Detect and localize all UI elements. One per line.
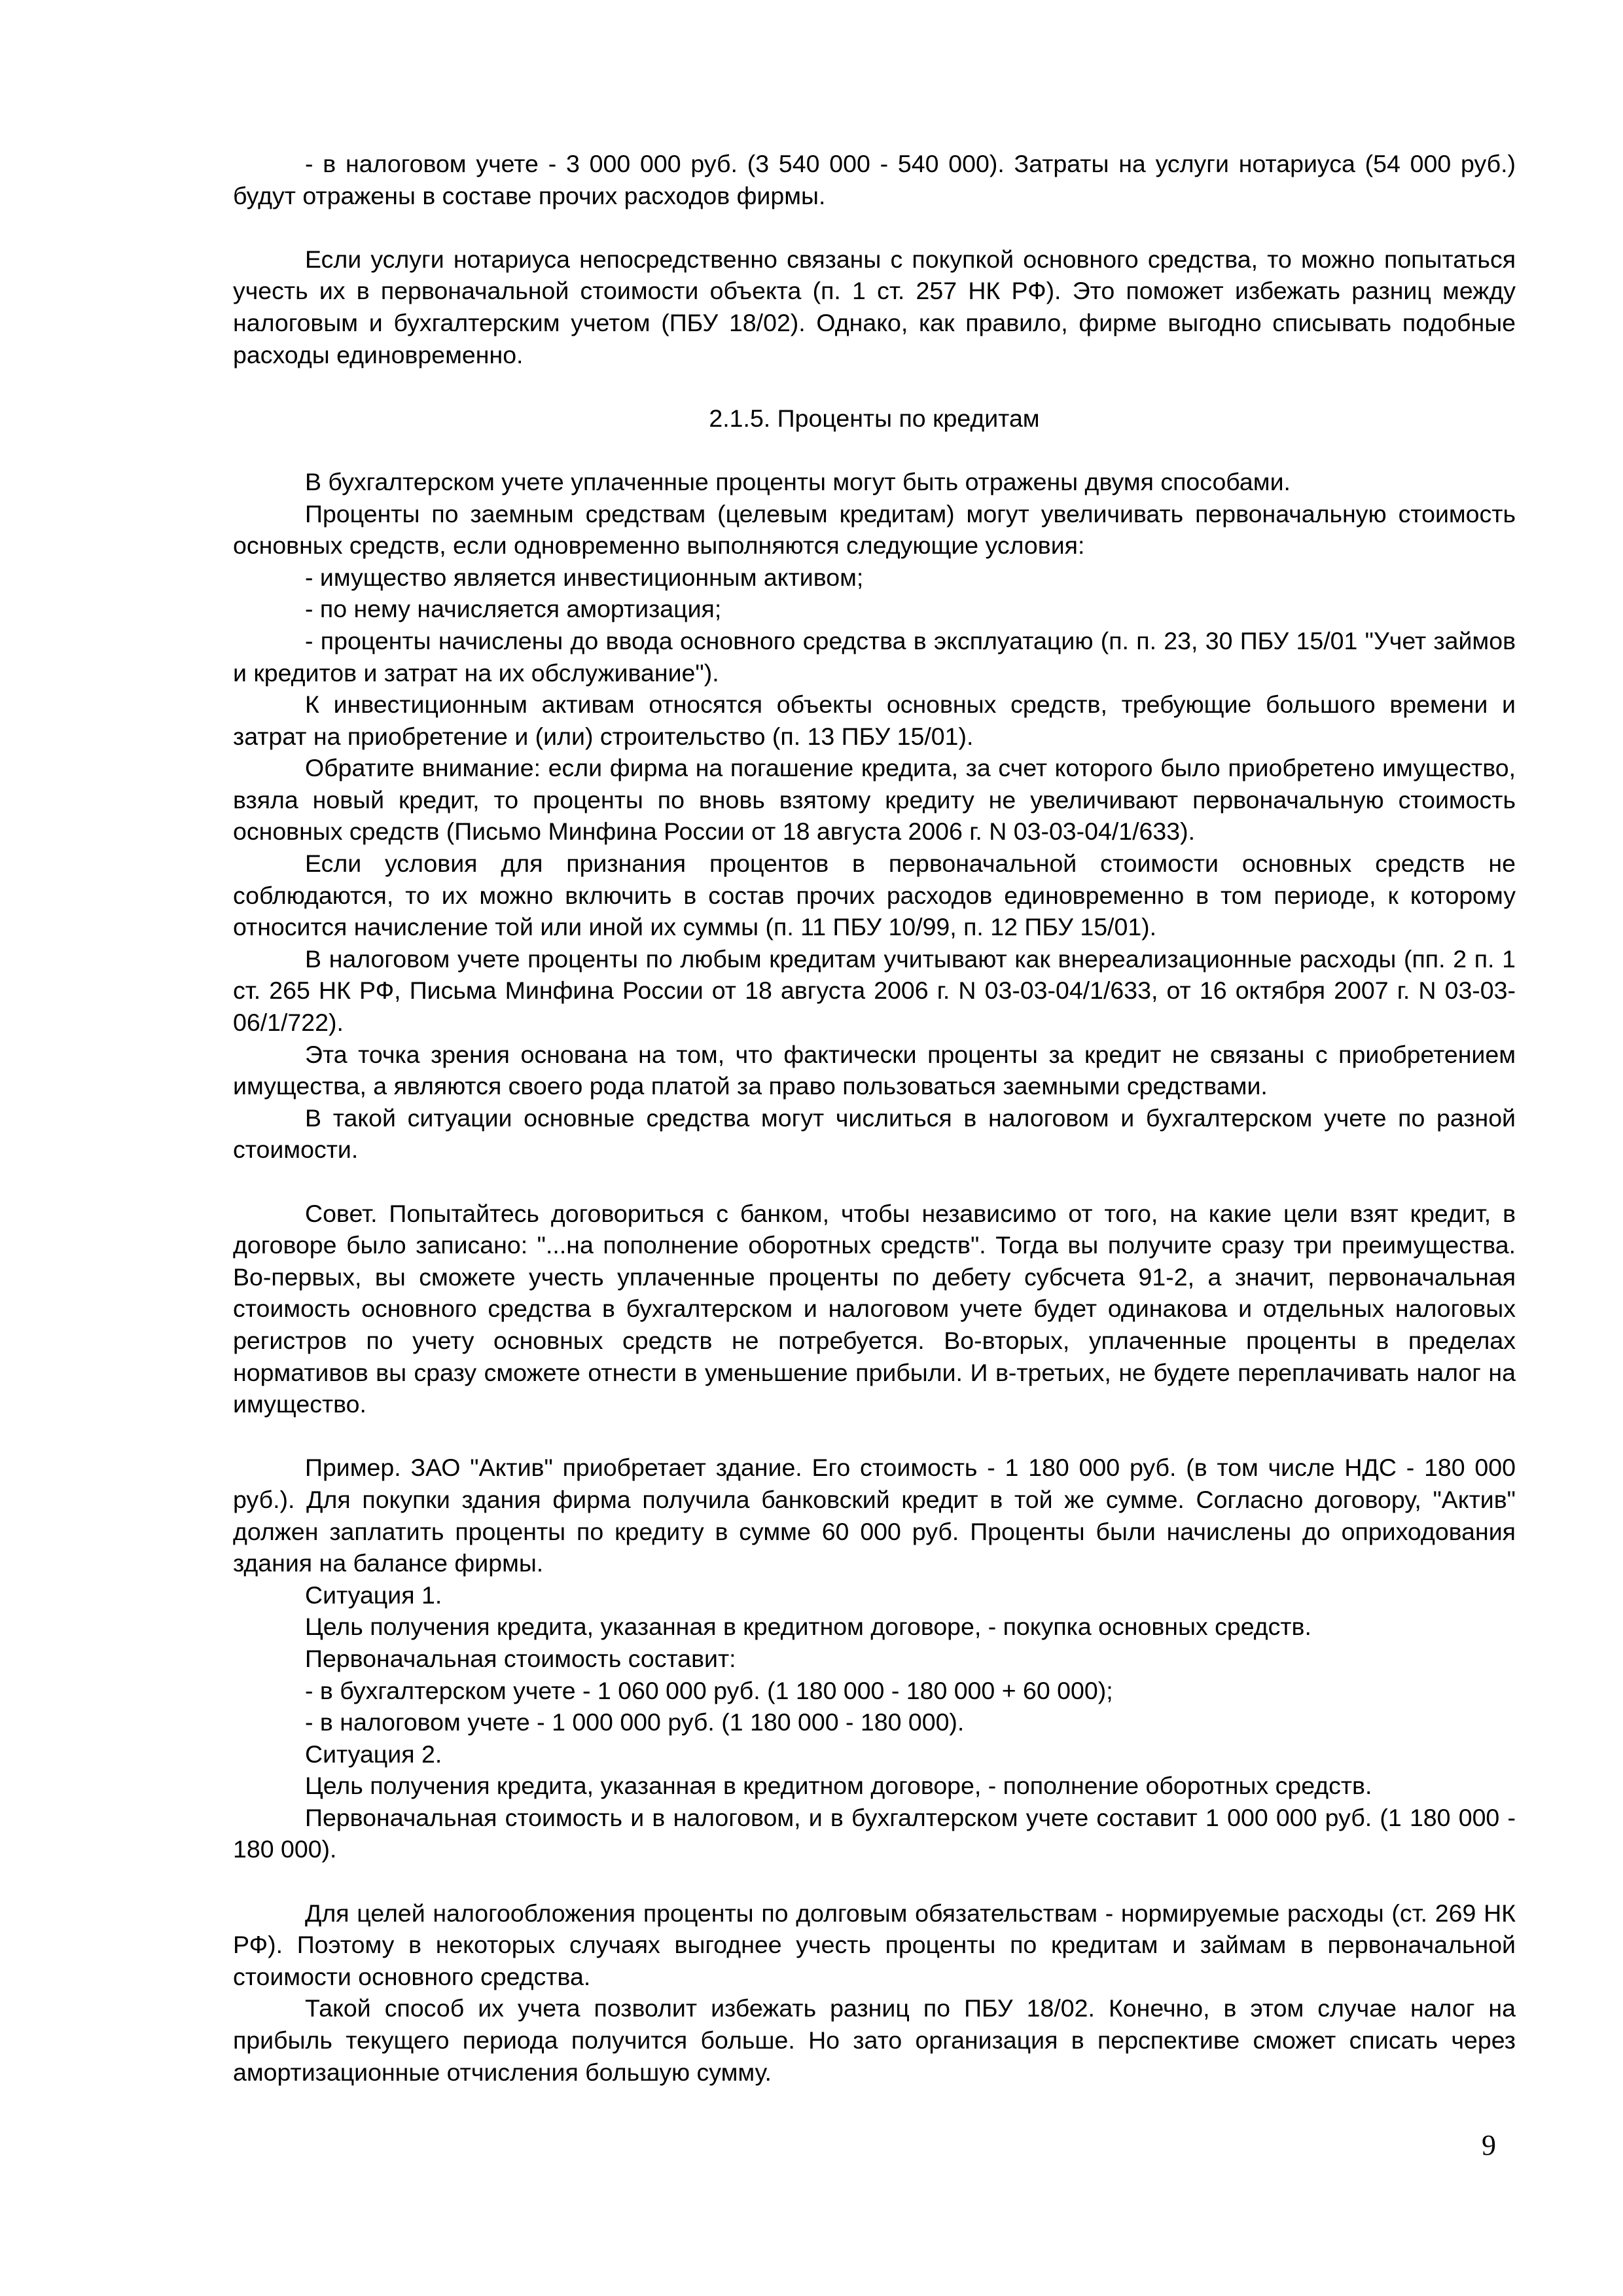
paragraph-interest-conditions: Проценты по заемным средствам (целевым кредитам) могут увеличивать первоначальную стоимость основных средств, если одновременно выполняются следующие условия: — [233, 499, 1516, 560]
situation-1-accounting: - в бухгалтерском учете - 1 060 000 руб. (1 180 000 - 180 000 + 60 000); — [305, 1676, 1113, 1704]
situation-1-initial-cost: Первоначальная стоимость составит: — [305, 1644, 736, 1672]
paragraph-accounting-method: Такой способ их учета позволит избежать разниц по ПБУ 18/02. Конечно, в этом случае налог на прибыль текущего периода получится больше. Но зато организация в перспективе сможет списать через амортизационные отчисления большую сумму. — [233, 1994, 1516, 2086]
paragraph-gap — [233, 211, 1516, 243]
page-number: 9 — [1482, 2129, 1496, 2161]
paragraph-gap — [233, 434, 1516, 466]
paragraph-tax-accounting-notary: - в налоговом учете - 3 000 000 руб. (3 540 000 - 540 000). Затраты на услуги нотариуса (54 000 руб.) будут отражены в составе прочих расходов фирмы. — [233, 150, 1516, 209]
list-item-depreciation: - по нему начисляется амортизация; — [305, 595, 722, 623]
paragraph-advice: Совет. Попытайтесь договориться с банком, чтобы независимо от того, на какие цели взят кредит, в договоре было записано: "...на пополнение оборотных средств". Тогда вы получите сразу три преимущества. Во-первых, вы сможете учесть уплаченные проценты по дебету субсчета 91-2, а значит, первоначальная стоимость основного средства в бухгалтерском и налоговом учете будет одинакова и отдельных налоговых регистров по учету основных средств не потребуется. Во-вторых, уплаченные проценты в пределах нормативов вы сразу сможете отнести в уменьшение прибыли. И в-третьих, не будете переплачивать налог на имущество. — [233, 1199, 1516, 1418]
paragraph-other-expenses: Если условия для признания процентов в первоначальной стоимости основных средств не соблюдаются, то их можно включить в состав прочих расходов единовременно в том периоде, к которому относится начисление той или иной их суммы (п. 11 ПБУ 10/99, п. 12 ПБУ 15/01). — [233, 850, 1516, 941]
paragraph-gap — [233, 370, 1516, 403]
paragraph-interest-methods: В бухгалтерском учете уплаченные проценты могут быть отражены двумя способами. — [305, 467, 1291, 495]
paragraph-taxation-purposes: Для целей налогообложения проценты по долговым обязательствам - нормируемые расходы (ст. 269 НК РФ). Поэтому в некоторых случаях выгоднее учесть проценты по кредитам и займам в первоначальной стоимости основного средства. — [233, 1899, 1516, 1990]
paragraph-viewpoint: Эта точка зрения основана на том, что фактически проценты за кредит не связаны с приобретением имущества, а являются своего рода платой за право пользоваться заемными средствами. — [233, 1040, 1516, 1100]
paragraph-gap — [233, 1420, 1516, 1452]
situation-1-tax: - в налоговом учете - 1 000 000 руб. (1 180 000 - 180 000). — [305, 1708, 965, 1736]
paragraph-gap — [233, 1166, 1516, 1198]
situation-1-purpose: Цель получения кредита, указанная в кредитном договоре, - покупка основных средств. — [305, 1613, 1311, 1641]
paragraph-example: Пример. ЗАО "Актив" приобретает здание. Его стоимость - 1 180 000 руб. (в том числе НДС - 180 000 руб.). Для покупки здания фирма получила банковский кредит в той же сумме. Согласно договору, "Актив" должен заплатить проценты по кредиту в сумме 60 000 руб. Проценты были начислены до оприходования здания на балансе фирмы. — [233, 1454, 1516, 1577]
paragraph-gap — [233, 1865, 1516, 1897]
situation-2-initial-cost: Первоначальная стоимость и в налоговом, и в бухгалтерском учете составит 1 000 000 руб. (1 180 000 - 180 000). — [233, 1803, 1516, 1863]
paragraph-tax-accounting-interest: В налоговом учете проценты по любым кредитам учитывают как внереализационные расходы (пп. 2 п. 1 ст. 265 НК РФ, Письма Минфина России от 18 августа 2006 г. N 03-03-04/1/633, от 16 октября 2007 г. N 03-03-06/1/722). — [233, 944, 1516, 1037]
paragraph-notary-services: Если услуги нотариуса непосредственно связаны с покупкой основного средства, то можно попытаться учесть их в первоначальной стоимости объекта (п. 1 ст. 257 НК РФ). Это поможет избежать разниц между налоговым и бухгалтерским учетом (ПБУ 18/02). Однако, как правило, фирме выгодно списывать подобные расходы единовременно. — [233, 245, 1516, 368]
list-item-interest-accrued: - проценты начислены до ввода основного средства в эксплуатацию (п. п. 23, 30 ПБУ 15/01 "Учет займов и кредитов и затрат на их обслуживание"). — [233, 626, 1516, 687]
paragraph-attention-new-credit: Обратите внимание: если фирма на погашение кредита, за счет которого было приобретено имущество, взяла новый кредит, то проценты по вновь взятому кредиту не увеличивают первоначальную стоимость основных средств (Письмо Минфина России от 18 августа 2006 г. N 03-03-04/1/633). — [233, 754, 1516, 846]
list-item-investment-asset: - имущество является инвестиционным активом; — [305, 563, 864, 591]
page-body — [233, 148, 1516, 2088]
paragraph-different-cost: В такой ситуации основные средства могут числиться в налоговом и бухгалтерском учете по разной стоимости. — [233, 1103, 1516, 1164]
situation-2-title: Ситуация 2. — [305, 1740, 442, 1768]
paragraph-investment-assets: К инвестиционным активам относятся объекты основных средств, требующие большого времени и затрат на приобретение и (или) строительство (п. 13 ПБУ 15/01). — [233, 691, 1516, 750]
situation-2-purpose: Цель получения кредита, указанная в кредитном договоре, - пополнение оборотных средств. — [305, 1772, 1372, 1800]
situation-1-title: Ситуация 1. — [305, 1581, 442, 1609]
section-heading: 2.1.5. Проценты по кредитам — [709, 404, 1040, 432]
